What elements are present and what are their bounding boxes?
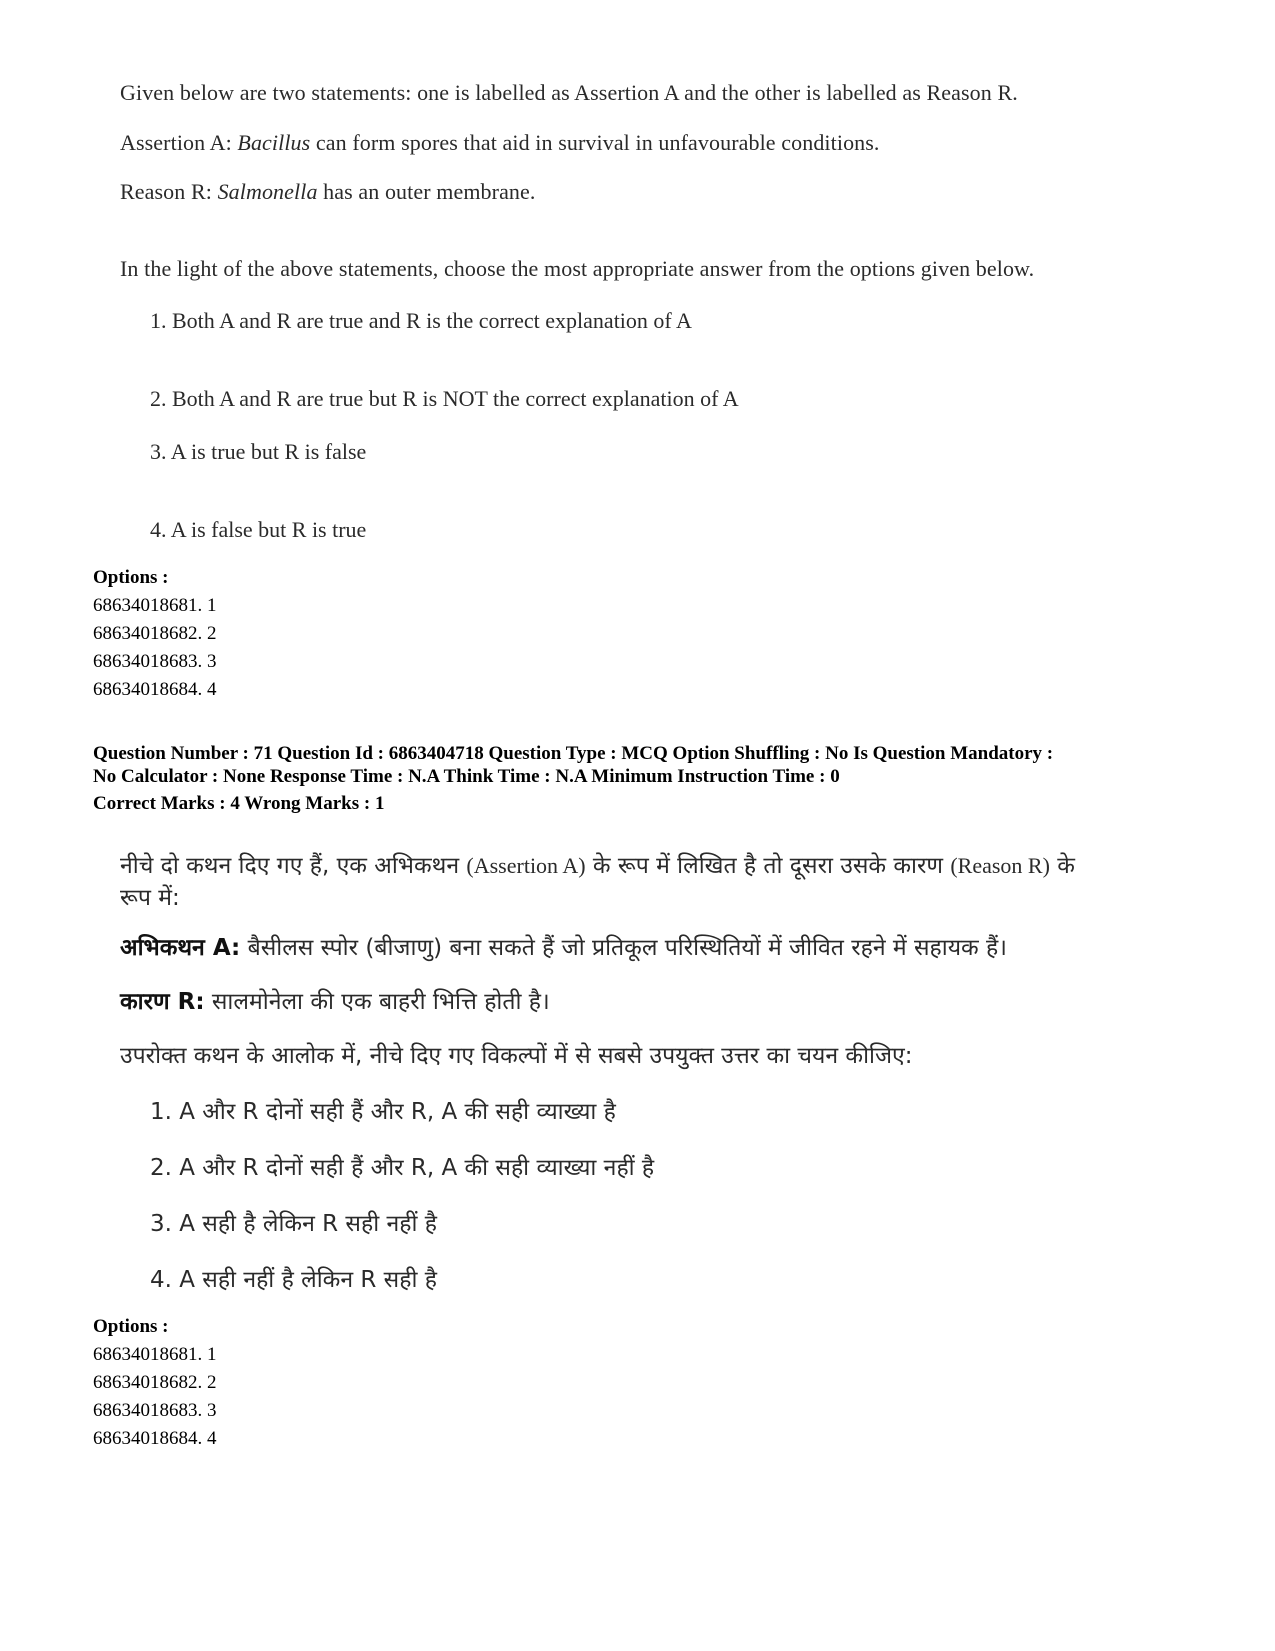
q71-meta-line-1: Question Number : 71 Question Id : 6863404718 Question Type : MCQ Option Shuffling : No Is Question Mandatory : [93,743,1054,764]
q70-reason-rest: has an outer membrane. [317,179,536,204]
q71-hi-intro-line-1 [120,848,1075,880]
q70-choice-3: 3. A is true but R is false [150,439,367,464]
q71-hi-instruction: उपरोक्त कथन के आलोक में, नीचे दिए गए विकल्पों में से सबसे उपयुक्त उत्तर का चयन कीजिए: [120,1043,913,1069]
q71-hi-choice-3: 3. A सही है लेकिन R सही नहीं है [150,1211,437,1237]
q70-assertion-rest: can form spores that aid in survival in unfavourable conditions. [310,130,880,155]
q71-hi-intro-line-2: रूप में: [120,885,180,911]
q71-hi-intro-assertion: (Assertion A) [466,853,586,878]
q70-option-id-1: 68634018681. 1 [93,595,217,616]
q71-hi-intro-part-c: के रूप में लिखित है तो दूसरा उसके कारण [585,853,951,879]
q71-hi-choice-2: 2. A और R दोनों सही हैं और R, A की सही व्याख्या नहीं है [150,1155,655,1181]
q71-option-id-2: 68634018682. 2 [93,1372,217,1393]
q70-choice-2: 2. Both A and R are true but R is NOT the correct explanation of A [150,386,739,411]
q70-option-id-2: 68634018682. 2 [93,623,217,644]
q71-hi-intro-part-a: नीचे दो कथन दिए गए हैं, एक अभिकथन [120,853,467,879]
q71-option-id-3: 68634018683. 3 [93,1400,217,1421]
q71-options-label: Options : [93,1316,169,1337]
q70-instruction: In the light of the above statements, choose the most appropriate answer from the options given below. [120,256,1035,281]
q71-hi-assertion-label: अभिकथन A: [120,935,241,961]
q71-hi-intro-reason: (Reason R) [950,853,1050,878]
q70-intro: Given below are two statements: one is labelled as Assertion A and the other is labelled as Reason R. [120,80,1018,105]
q71-hi-assertion [120,930,1007,962]
q70-reason [120,179,536,205]
q71-meta-line-3: Correct Marks : 4 Wrong Marks : 1 [93,793,385,814]
q71-option-id-1: 68634018681. 1 [93,1344,217,1365]
q70-option-id-3: 68634018683. 3 [93,651,217,672]
q71-hi-choice-4: 4. A सही नहीं है लेकिन R सही है [150,1267,437,1293]
q71-hi-reason [120,984,550,1016]
q70-option-id-4: 68634018684. 4 [93,679,217,700]
q70-assertion-prefix: Assertion A: [120,130,238,155]
q70-choice-4: 4. A is false but R is true [150,517,367,542]
q71-hi-reason-text: सालमोनेला की एक बाहरी भित्ति होती है। [204,989,550,1015]
q70-choice-1: 1. Both A and R are true and R is the correct explanation of A [150,308,692,333]
q70-assertion [120,130,880,156]
q71-meta-line-2: No Calculator : None Response Time : N.A Think Time : N.A Minimum Instruction Time : 0 [93,766,840,787]
q70-assertion-term: Bacillus [237,130,311,155]
q71-hi-reason-label: कारण R: [120,989,205,1015]
q70-options-label: Options : [93,567,169,588]
q71-option-id-4: 68634018684. 4 [93,1428,217,1449]
q70-reason-prefix: Reason R: [120,179,218,204]
q71-hi-assertion-text: बैसीलस स्पोर (बीजाणु) बना सकते हैं जो प्रतिकूल परिस्थितियों में जीवित रहने में सहायक हैं। [240,935,1007,961]
q71-hi-choice-1: 1. A और R दोनों सही हैं और R, A की सही व्याख्या है [150,1099,616,1125]
q70-reason-term: Salmonella [217,179,318,204]
q71-hi-intro-part-e: के [1049,853,1075,879]
